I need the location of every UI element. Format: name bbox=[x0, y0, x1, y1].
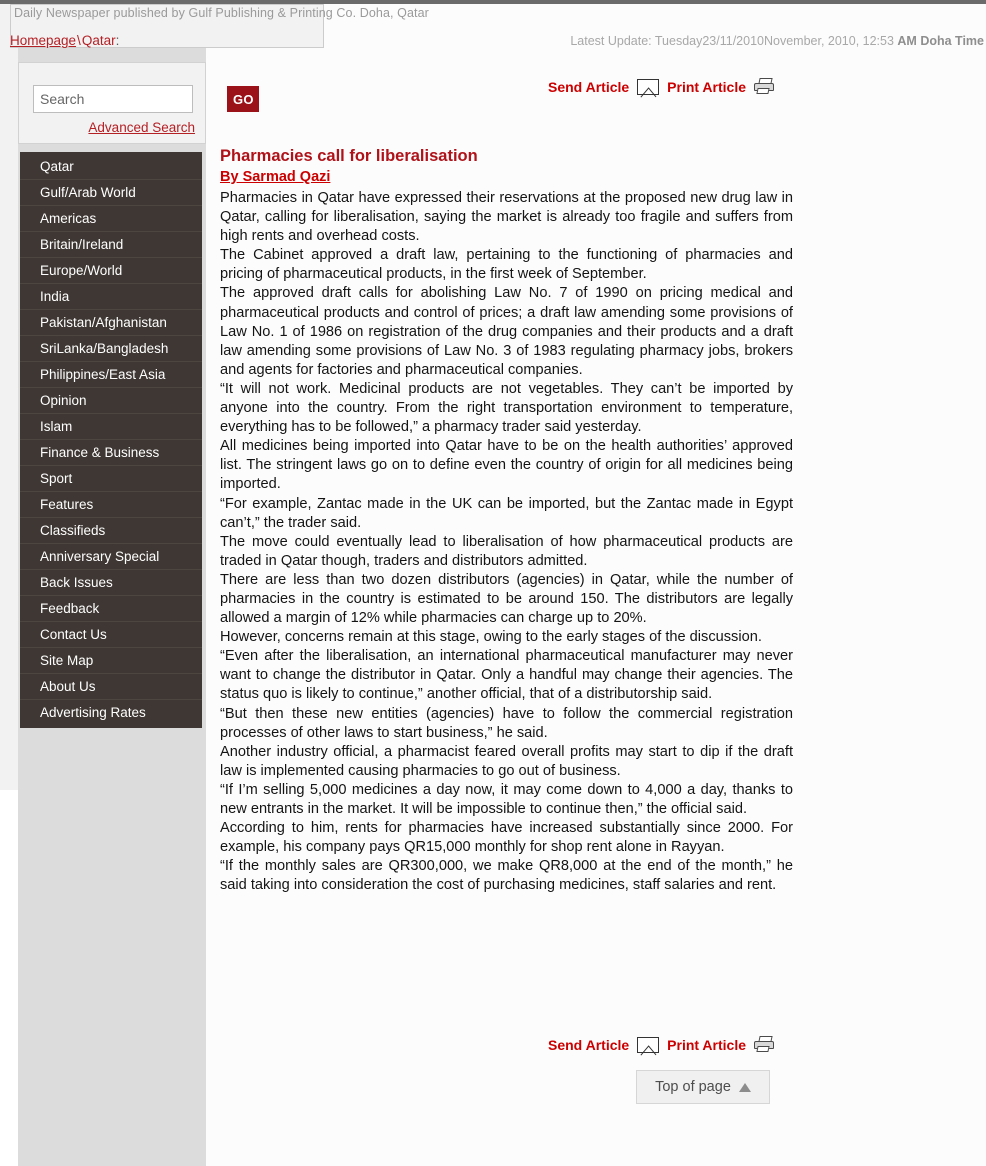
article-body bbox=[220, 189, 793, 895]
sidebar-item-india[interactable]: India bbox=[20, 284, 202, 310]
article-paragraph: According to him, rents for pharmacies have increased substantially since 2000. For example, his company pays QR15,000 monthly for shop rent alone in Rayyan. bbox=[220, 820, 793, 856]
arrow-up-icon bbox=[739, 1083, 751, 1092]
printer-icon[interactable] bbox=[754, 1036, 776, 1053]
sidebar-item-about-us[interactable]: About Us bbox=[20, 674, 202, 700]
sidebar-item-advertising-rates[interactable]: Advertising Rates bbox=[40, 705, 146, 720]
print-article-button[interactable]: Print Article bbox=[667, 78, 747, 95]
article-paragraph: The move could eventually lead to liberalisation of how pharmaceutical products are traded in Qatar though, traders and distributors admitted. bbox=[220, 533, 793, 569]
advanced-search-link[interactable]: Advanced Search bbox=[88, 120, 195, 135]
sidebar-item-features[interactable]: Features bbox=[20, 492, 202, 518]
article-paragraph: “It will not work. Medicinal products are not vegetables. They can’t be imported by anyone into the country. From the right transportation environment to temperature, everything has to be followed,” a pharmacy trader said yesterday. bbox=[220, 380, 793, 436]
sidebar-item-britain-ireland[interactable]: Britain/Ireland bbox=[20, 232, 202, 258]
breadcrumb bbox=[10, 33, 119, 48]
sidebar-item-opinion[interactable]: Opinion bbox=[20, 388, 202, 414]
search-panel bbox=[18, 62, 254, 144]
page-title: Pharmacies call for liberalisation bbox=[220, 147, 478, 165]
breadcrumb-colon: : bbox=[115, 33, 120, 48]
printer-icon[interactable] bbox=[754, 78, 776, 95]
sidebar-item-site-map[interactable]: Site Map bbox=[20, 648, 202, 674]
right-margin bbox=[800, 4, 986, 1166]
site-tagline: Daily Newspaper published by Gulf Publishing & Printing Co. Doha, Qatar bbox=[14, 6, 429, 20]
sidebar-nav bbox=[20, 152, 202, 728]
sidebar-item-islam[interactable]: Islam bbox=[20, 414, 202, 440]
latest-update-timezone: AM Doha Time bbox=[897, 34, 984, 48]
article-toolbar-bottom bbox=[548, 1036, 776, 1053]
article-paragraph: “Even after the liberalisation, an international pharmaceutical manufacturer may never want to change the distributor in Qatar. Only a handful may change their agencies. The status quo is likely to continue,” another official, that of a distributorship said. bbox=[220, 648, 793, 703]
send-article-button[interactable]: Send Article bbox=[548, 78, 630, 95]
sidebar-item-qatar[interactable]: Qatar bbox=[20, 154, 202, 180]
latest-update bbox=[570, 34, 984, 48]
sidebar-item-sport[interactable]: Sport bbox=[20, 466, 202, 492]
article-paragraph: Another industry official, a pharmacist feared overall profits may start to dip if the draft law is implemented causing pharmacies to go out of business. bbox=[220, 743, 793, 779]
left-margin-upper bbox=[0, 4, 18, 790]
sidebar-item-pakistan-afghanistan[interactable]: Pakistan/Afghanistan bbox=[20, 310, 202, 336]
search-go-button[interactable]: GO bbox=[227, 86, 259, 112]
sidebar-item-philippines-east-asia[interactable]: Philippines/East Asia bbox=[20, 362, 202, 388]
sidebar-item-americas[interactable]: Americas bbox=[20, 206, 202, 232]
latest-update-text: Latest Update: Tuesday23/11/2010November, 2010, 12:53 bbox=[570, 34, 898, 48]
envelope-icon[interactable] bbox=[637, 79, 659, 95]
top-of-page-label: Top of page bbox=[655, 1079, 731, 1095]
article-paragraph: “If the monthly sales are QR300,000, we make QR8,000 at the end of the month,” he said taking into consideration the cost of purchasing medicines, staff salaries and rent. bbox=[220, 858, 793, 894]
send-article-button-bottom[interactable]: Send Article bbox=[548, 1036, 630, 1053]
sidebar-item-classifieds[interactable]: Classifieds bbox=[20, 518, 202, 544]
breadcrumb-homepage-link[interactable]: Homepage bbox=[10, 33, 77, 48]
sidebar-item-europe-world[interactable]: Europe/World bbox=[20, 258, 202, 284]
article-paragraph: However, concerns remain at this stage, owing to the early stages of the discussion. bbox=[220, 629, 762, 646]
article-paragraph: “But then these new entities (agencies) have to follow the commercial registration processes of other laws to start business,” he said. bbox=[220, 705, 793, 741]
top-of-page-button[interactable] bbox=[636, 1070, 770, 1104]
breadcrumb-current-section[interactable]: Qatar bbox=[81, 33, 116, 48]
envelope-icon[interactable] bbox=[637, 1037, 659, 1053]
article-byline[interactable]: By Sarmad Qazi bbox=[220, 169, 331, 185]
article bbox=[220, 146, 793, 895]
left-margin-lower bbox=[0, 790, 18, 1166]
article-paragraph: “If I’m selling 5,000 medicines a day now, it may come down to 4,000 a day, thanks to new entrants in the market. It will be impossible to continue then,” the official said. bbox=[220, 781, 793, 817]
article-toolbar-top bbox=[548, 78, 776, 95]
sidebar-item-contact-us[interactable]: Contact Us bbox=[20, 622, 202, 648]
article-paragraph: “For example, Zantac made in the UK can be imported, but the Zantac made in Egypt can’t,” the trader said. bbox=[220, 495, 793, 531]
article-paragraph: There are less than two dozen distributors (agencies) in Qatar, while the number of pharmacies in the country is estimated to be around 150. The distributors are legally allowed a margin of 12% while pharmacies can charge up to 20%. bbox=[220, 571, 793, 627]
article-paragraph: The approved draft calls for abolishing Law No. 7 of 1990 on pricing medical and pharmaceutical products and control of prices; a draft law amending some provisions of Law No. 1 of 1986 on registration of the drug companies and their products and a draft law amending some provisions of Law No. 3 of 1983 regulating pharmacy jobs, brokers and agents for factories and pharmaceutical companies. bbox=[220, 285, 793, 378]
sidebar-item-anniversary-special[interactable]: Anniversary Special bbox=[20, 544, 202, 570]
search-row bbox=[33, 85, 254, 113]
search-input[interactable] bbox=[34, 86, 227, 112]
article-paragraph: Pharmacies in Qatar have expressed their reservations at the proposed new drug law in Qatar, calling for liberalisation, saying the market is already too fragile and suffers from high rents and overhead costs. bbox=[220, 190, 793, 245]
breadcrumb-separator: \ bbox=[77, 33, 81, 48]
sidebar-item-back-issues[interactable]: Back Issues bbox=[20, 570, 202, 596]
article-paragraph: All medicines being imported into Qatar have to be on the health authorities’ approved list. The stringent laws go on to define even the country of origin for all medicines being imported. bbox=[220, 438, 793, 493]
sidebar-item-finance-business[interactable]: Finance & Business bbox=[20, 440, 202, 466]
print-article-button-bottom[interactable]: Print Article bbox=[667, 1036, 747, 1053]
sidebar-item-gulf-arab-world[interactable]: Gulf/Arab World bbox=[20, 180, 202, 206]
article-paragraph: The Cabinet approved a draft law, pertaining to the functioning of pharmacies and pricing of pharmaceutical products, in the first week of September. bbox=[220, 247, 793, 283]
sidebar-item-srilanka-bangladesh[interactable]: SriLanka/Bangladesh bbox=[20, 336, 202, 362]
sidebar-item-feedback[interactable]: Feedback bbox=[20, 596, 202, 622]
